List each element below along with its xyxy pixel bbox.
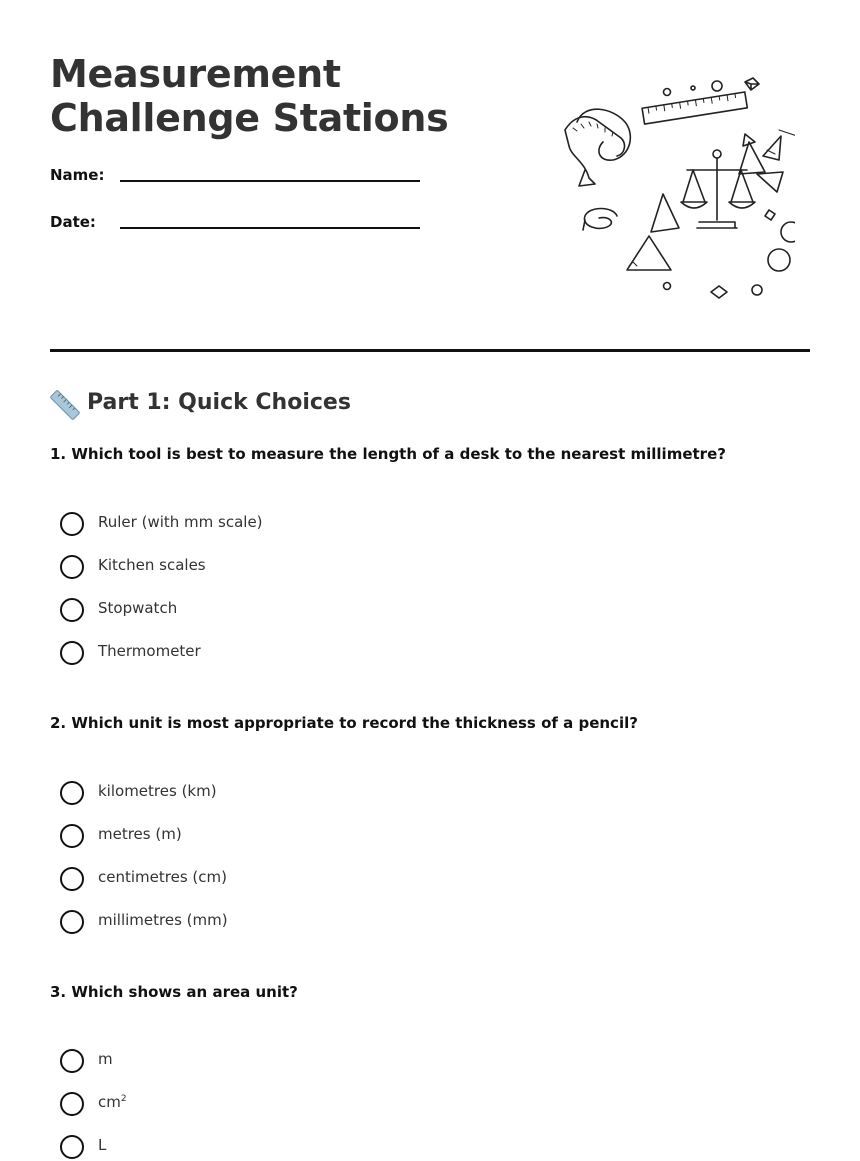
question-3: 3. Which shows an area unit? bbox=[50, 983, 298, 1001]
page-title: Measurement Challenge Stations bbox=[50, 52, 449, 140]
radio-button[interactable] bbox=[60, 910, 84, 934]
q2-option-4[interactable] bbox=[60, 909, 460, 935]
option-label: Ruler (with mm scale) bbox=[98, 513, 263, 531]
q2-option-3[interactable] bbox=[60, 866, 460, 892]
date-field[interactable] bbox=[50, 213, 420, 239]
option-label: Kitchen scales bbox=[98, 556, 206, 574]
option-label: L bbox=[98, 1136, 107, 1154]
question-2: 2. Which unit is most appropriate to record the thickness of a pencil? bbox=[50, 714, 638, 732]
option-label: Stopwatch bbox=[98, 599, 178, 617]
option-label: metres (m) bbox=[98, 825, 182, 843]
option-label: millimetres (mm) bbox=[98, 911, 228, 929]
radio-button[interactable] bbox=[60, 555, 84, 579]
q3-option-2[interactable] bbox=[60, 1091, 460, 1117]
name-label: Name: bbox=[50, 166, 105, 184]
radio-button[interactable] bbox=[60, 1049, 84, 1073]
date-line[interactable] bbox=[120, 227, 420, 229]
option-label: kilometres (km) bbox=[98, 782, 217, 800]
worksheet-page bbox=[50, 0, 810, 1161]
q1-option-2[interactable] bbox=[60, 554, 460, 580]
name-line[interactable] bbox=[120, 180, 420, 182]
section-divider bbox=[50, 349, 810, 352]
q1-option-3[interactable] bbox=[60, 597, 460, 623]
question-1: 1. Which tool is best to measure the length of a desk to the nearest millimetre? bbox=[50, 445, 726, 463]
option-label: m bbox=[98, 1050, 113, 1068]
q1-option-4[interactable] bbox=[60, 640, 460, 666]
radio-button[interactable] bbox=[60, 824, 84, 848]
part1-heading-text: Part 1: Quick Choices bbox=[87, 390, 351, 415]
option-label: $cm^2$ bbox=[98, 1093, 127, 1111]
q1-option-1[interactable] bbox=[60, 511, 460, 537]
q3-option-3[interactable] bbox=[60, 1134, 460, 1160]
q2-option-1[interactable] bbox=[60, 780, 460, 806]
radio-button[interactable] bbox=[60, 598, 84, 622]
radio-button[interactable] bbox=[60, 867, 84, 891]
q2-option-2[interactable] bbox=[60, 823, 460, 849]
radio-button[interactable] bbox=[60, 1092, 84, 1116]
radio-button[interactable] bbox=[60, 641, 84, 665]
option-label: centimetres (cm) bbox=[98, 868, 227, 886]
name-field[interactable] bbox=[50, 166, 420, 192]
radio-button[interactable] bbox=[60, 512, 84, 536]
date-label: Date: bbox=[50, 213, 96, 231]
q3-option-1[interactable] bbox=[60, 1048, 460, 1074]
part1-heading bbox=[50, 388, 450, 420]
option-label: Thermometer bbox=[98, 642, 201, 660]
radio-button[interactable] bbox=[60, 1135, 84, 1159]
radio-button[interactable] bbox=[60, 781, 84, 805]
measurement-doodle-icon bbox=[555, 70, 795, 310]
ruler-icon bbox=[50, 390, 80, 420]
